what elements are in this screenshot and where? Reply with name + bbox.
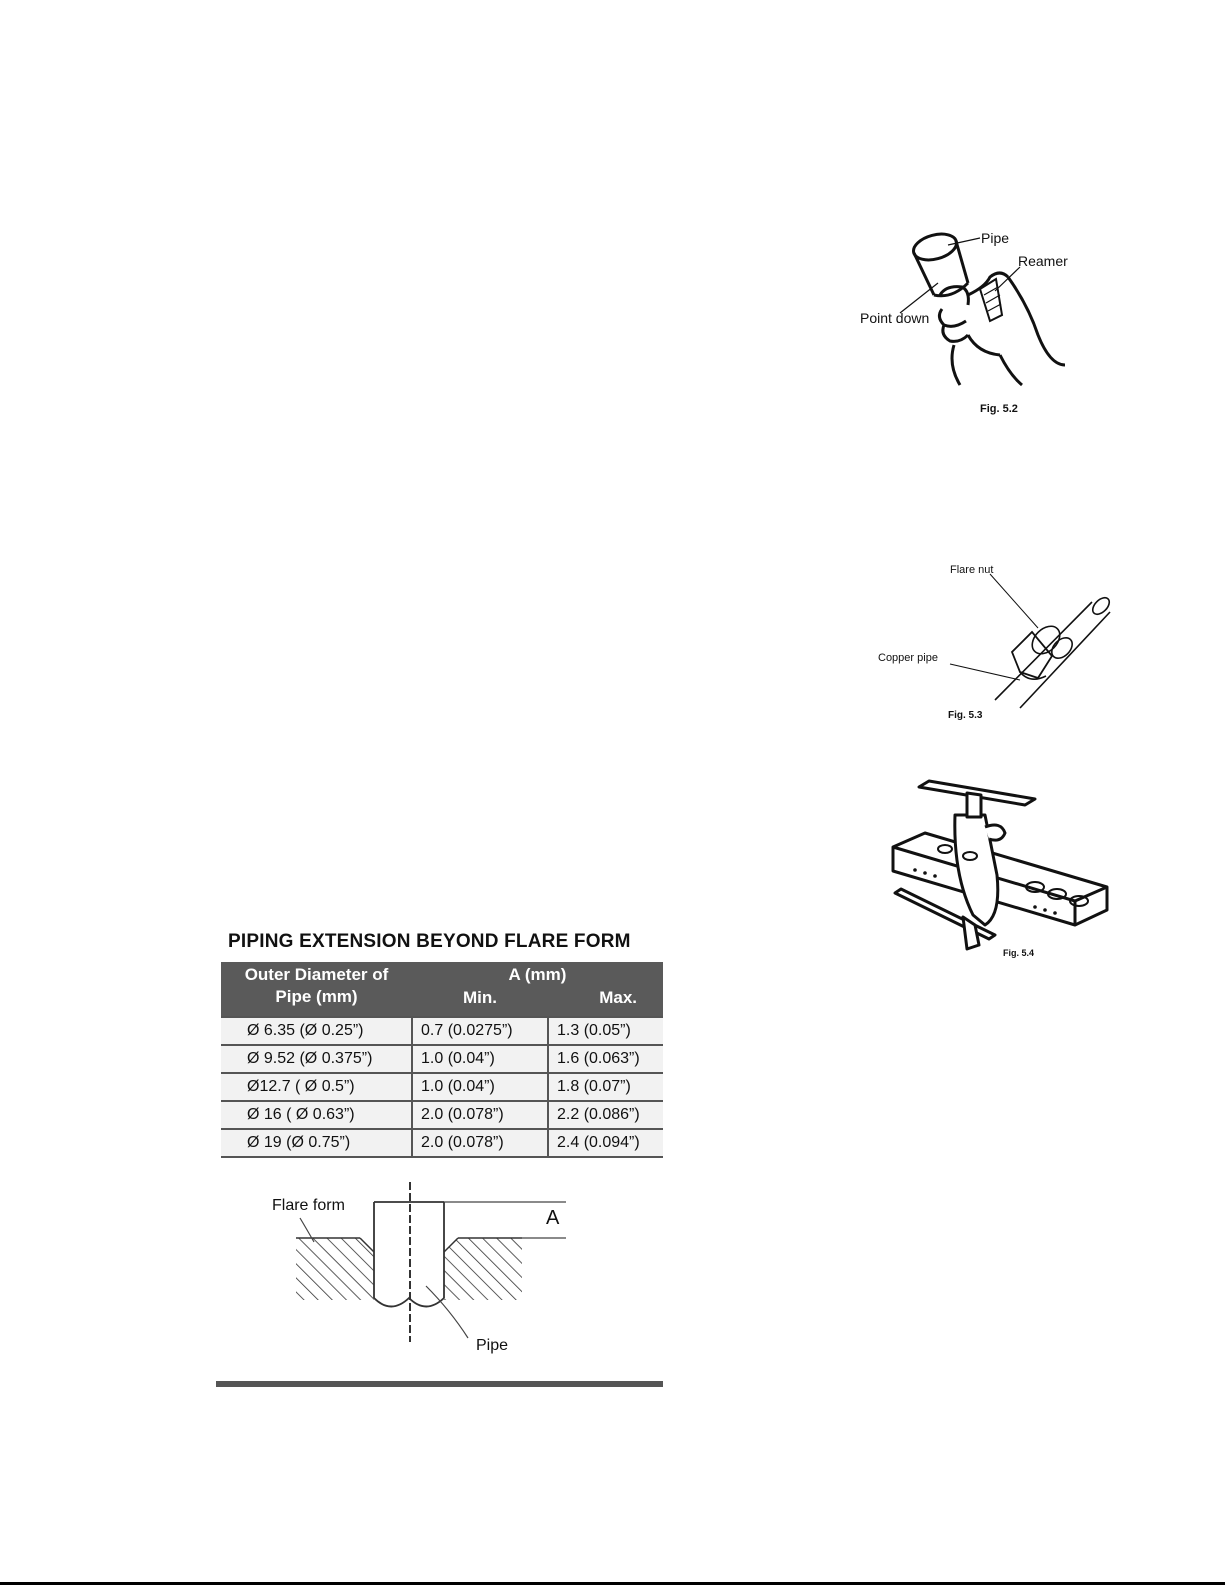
flare-form-label: Flare form bbox=[272, 1197, 345, 1214]
table-row bbox=[221, 1045, 663, 1073]
cell-max: 2.4 (0.094”) bbox=[548, 1129, 663, 1157]
figure-5-4 bbox=[885, 775, 1120, 965]
header-a-mm: A (mm) bbox=[412, 962, 663, 987]
cell-diameter: Ø 9.52 (Ø 0.375”) bbox=[221, 1045, 412, 1073]
section-bottom-rule bbox=[216, 1381, 663, 1387]
figure-caption: Fig. 5.4 bbox=[1003, 948, 1035, 958]
flaring-tool-illustration bbox=[885, 775, 1120, 965]
flare-nut-label: Flare nut bbox=[950, 564, 994, 576]
cell-min: 1.0 (0.04”) bbox=[412, 1073, 548, 1101]
cell-min: 1.0 (0.04”) bbox=[412, 1045, 548, 1073]
cell-min: 2.0 (0.078”) bbox=[412, 1101, 548, 1129]
flare-nut-illustration bbox=[870, 560, 1120, 725]
flare-form-diagram bbox=[240, 1180, 600, 1365]
copper-pipe-label: Copper pipe bbox=[878, 652, 938, 664]
table-row bbox=[221, 1073, 663, 1101]
cell-diameter: Ø12.7 ( Ø 0.5”) bbox=[221, 1073, 412, 1101]
table-row bbox=[221, 1101, 663, 1129]
cell-diameter: Ø 6.35 (Ø 0.25”) bbox=[221, 1017, 412, 1045]
header-max: Max. bbox=[548, 987, 663, 1017]
cell-diameter: Ø 19 (Ø 0.75”) bbox=[221, 1129, 412, 1157]
figure-caption: Fig. 5.2 bbox=[980, 403, 1018, 415]
cell-max: 1.6 (0.063”) bbox=[548, 1045, 663, 1073]
pipe-label: Pipe bbox=[476, 1337, 509, 1354]
figure-caption: Fig. 5.3 bbox=[948, 710, 983, 721]
header-min: Min. bbox=[412, 987, 548, 1017]
cell-max: 2.2 (0.086”) bbox=[548, 1101, 663, 1129]
cell-max: 1.3 (0.05”) bbox=[548, 1017, 663, 1045]
point-down-label: Point down bbox=[860, 310, 930, 326]
figure-5-2 bbox=[850, 225, 1090, 425]
cell-diameter: Ø 16 ( Ø 0.63”) bbox=[221, 1101, 412, 1129]
cell-max: 1.8 (0.07”) bbox=[548, 1073, 663, 1101]
cell-min: 0.7 (0.0275”) bbox=[412, 1017, 548, 1045]
table-row bbox=[221, 1017, 663, 1045]
flare-extension-table bbox=[221, 962, 663, 1158]
dimension-a-label: A bbox=[546, 1207, 560, 1229]
pipe-label: Pipe bbox=[981, 230, 1010, 246]
figure-5-3 bbox=[870, 560, 1120, 725]
reamer-label: Reamer bbox=[1018, 253, 1068, 269]
header-outer-diameter: Outer Diameter of Pipe (mm) bbox=[221, 962, 412, 1017]
table-row bbox=[221, 1129, 663, 1157]
cell-min: 2.0 (0.078”) bbox=[412, 1129, 548, 1157]
section-title: PIPING EXTENSION BEYOND FLARE FORM bbox=[228, 931, 631, 952]
